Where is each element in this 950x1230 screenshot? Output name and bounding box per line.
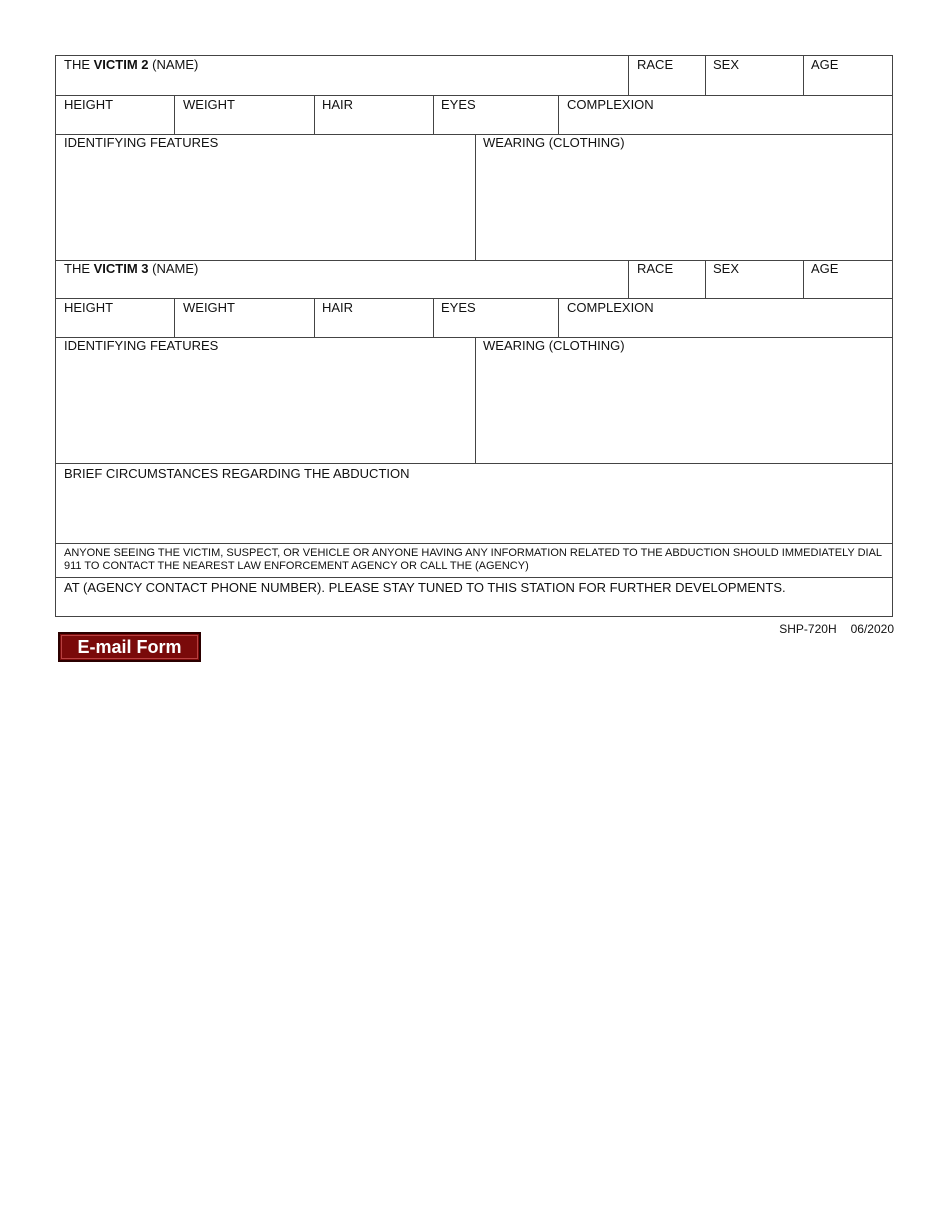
- col-divider: [705, 56, 706, 95]
- victim3-name-bold: VICTIM 3: [93, 261, 149, 276]
- victim2-features-field[interactable]: IDENTIFYING FEATURES: [64, 135, 219, 150]
- victim3-sex-field[interactable]: SEX: [713, 261, 740, 276]
- form-date: 06/2020: [850, 622, 894, 636]
- victim2-name-bold: VICTIM 2: [93, 57, 149, 72]
- row-divider: [56, 543, 892, 544]
- row-divider: [56, 95, 892, 96]
- col-divider: [705, 260, 706, 298]
- abduction-form: [55, 55, 893, 617]
- col-divider: [475, 337, 476, 463]
- victim3-eyes-field[interactable]: EYES: [441, 300, 476, 315]
- victim2-sex-field[interactable]: SEX: [713, 57, 740, 72]
- victim2-hair-field[interactable]: HAIR: [322, 97, 354, 112]
- col-divider: [558, 95, 559, 134]
- form-footer: [765, 622, 894, 636]
- victim3-clothing-field[interactable]: WEARING (CLOTHING): [483, 338, 625, 353]
- col-divider: [803, 56, 804, 95]
- notice-text: ANYONE SEEING THE VICTIM, SUSPECT, OR VEHICLE OR ANYONE HAVING ANY INFORMATION RELATED TO THE ABDUCTION SHOULD IMMEDIATELY DIAL 911 TO CONTACT THE NEAREST LAW ENFORCEMENT AGENCY OR CALL THE (AGENCY): [64, 547, 882, 572]
- victim2-clothing-field[interactable]: WEARING (CLOTHING): [483, 135, 625, 150]
- col-divider: [174, 298, 175, 337]
- col-divider: [803, 260, 804, 298]
- victim2-weight-field[interactable]: WEIGHT: [183, 97, 235, 112]
- victim3-name-prefix: THE: [64, 261, 94, 276]
- col-divider: [628, 260, 629, 298]
- victim3-hair-field[interactable]: HAIR: [322, 300, 354, 315]
- agency-contact-line: AT (AGENCY CONTACT PHONE NUMBER). PLEASE STAY TUNED TO THIS STATION FOR FURTHER DEVELOPMENTS.: [64, 580, 786, 595]
- email-form-button[interactable]: E-mail Form: [58, 632, 201, 662]
- col-divider: [433, 95, 434, 134]
- row-divider: [56, 298, 892, 299]
- victim2-name-suffix: (NAME): [148, 57, 199, 72]
- victim3-features-field[interactable]: IDENTIFYING FEATURES: [64, 338, 219, 353]
- victim2-height-field[interactable]: HEIGHT: [64, 97, 114, 112]
- form-number: SHP-720H: [779, 622, 837, 636]
- circumstances-field[interactable]: BRIEF CIRCUMSTANCES REGARDING THE ABDUCTION: [64, 466, 410, 481]
- col-divider: [314, 298, 315, 337]
- victim3-age-field[interactable]: AGE: [811, 261, 839, 276]
- row-divider: [56, 463, 892, 464]
- victim2-eyes-field[interactable]: EYES: [441, 97, 476, 112]
- victim3-complexion-field[interactable]: COMPLEXION: [567, 300, 654, 315]
- victim3-weight-field[interactable]: WEIGHT: [183, 300, 235, 315]
- col-divider: [433, 298, 434, 337]
- victim3-name-field[interactable]: [64, 261, 198, 276]
- col-divider: [628, 56, 629, 95]
- row-divider: [56, 577, 892, 578]
- victim3-height-field[interactable]: HEIGHT: [64, 300, 114, 315]
- victim2-complexion-field[interactable]: COMPLEXION: [567, 97, 654, 112]
- victim2-name-prefix: THE: [64, 57, 94, 72]
- victim3-name-suffix: (NAME): [148, 261, 199, 276]
- victim2-race-field[interactable]: RACE: [637, 57, 674, 72]
- victim3-race-field[interactable]: RACE: [637, 261, 674, 276]
- col-divider: [314, 95, 315, 134]
- col-divider: [475, 134, 476, 260]
- victim2-name-field[interactable]: [64, 57, 198, 72]
- col-divider: [174, 95, 175, 134]
- victim2-age-field[interactable]: AGE: [811, 57, 839, 72]
- col-divider: [558, 298, 559, 337]
